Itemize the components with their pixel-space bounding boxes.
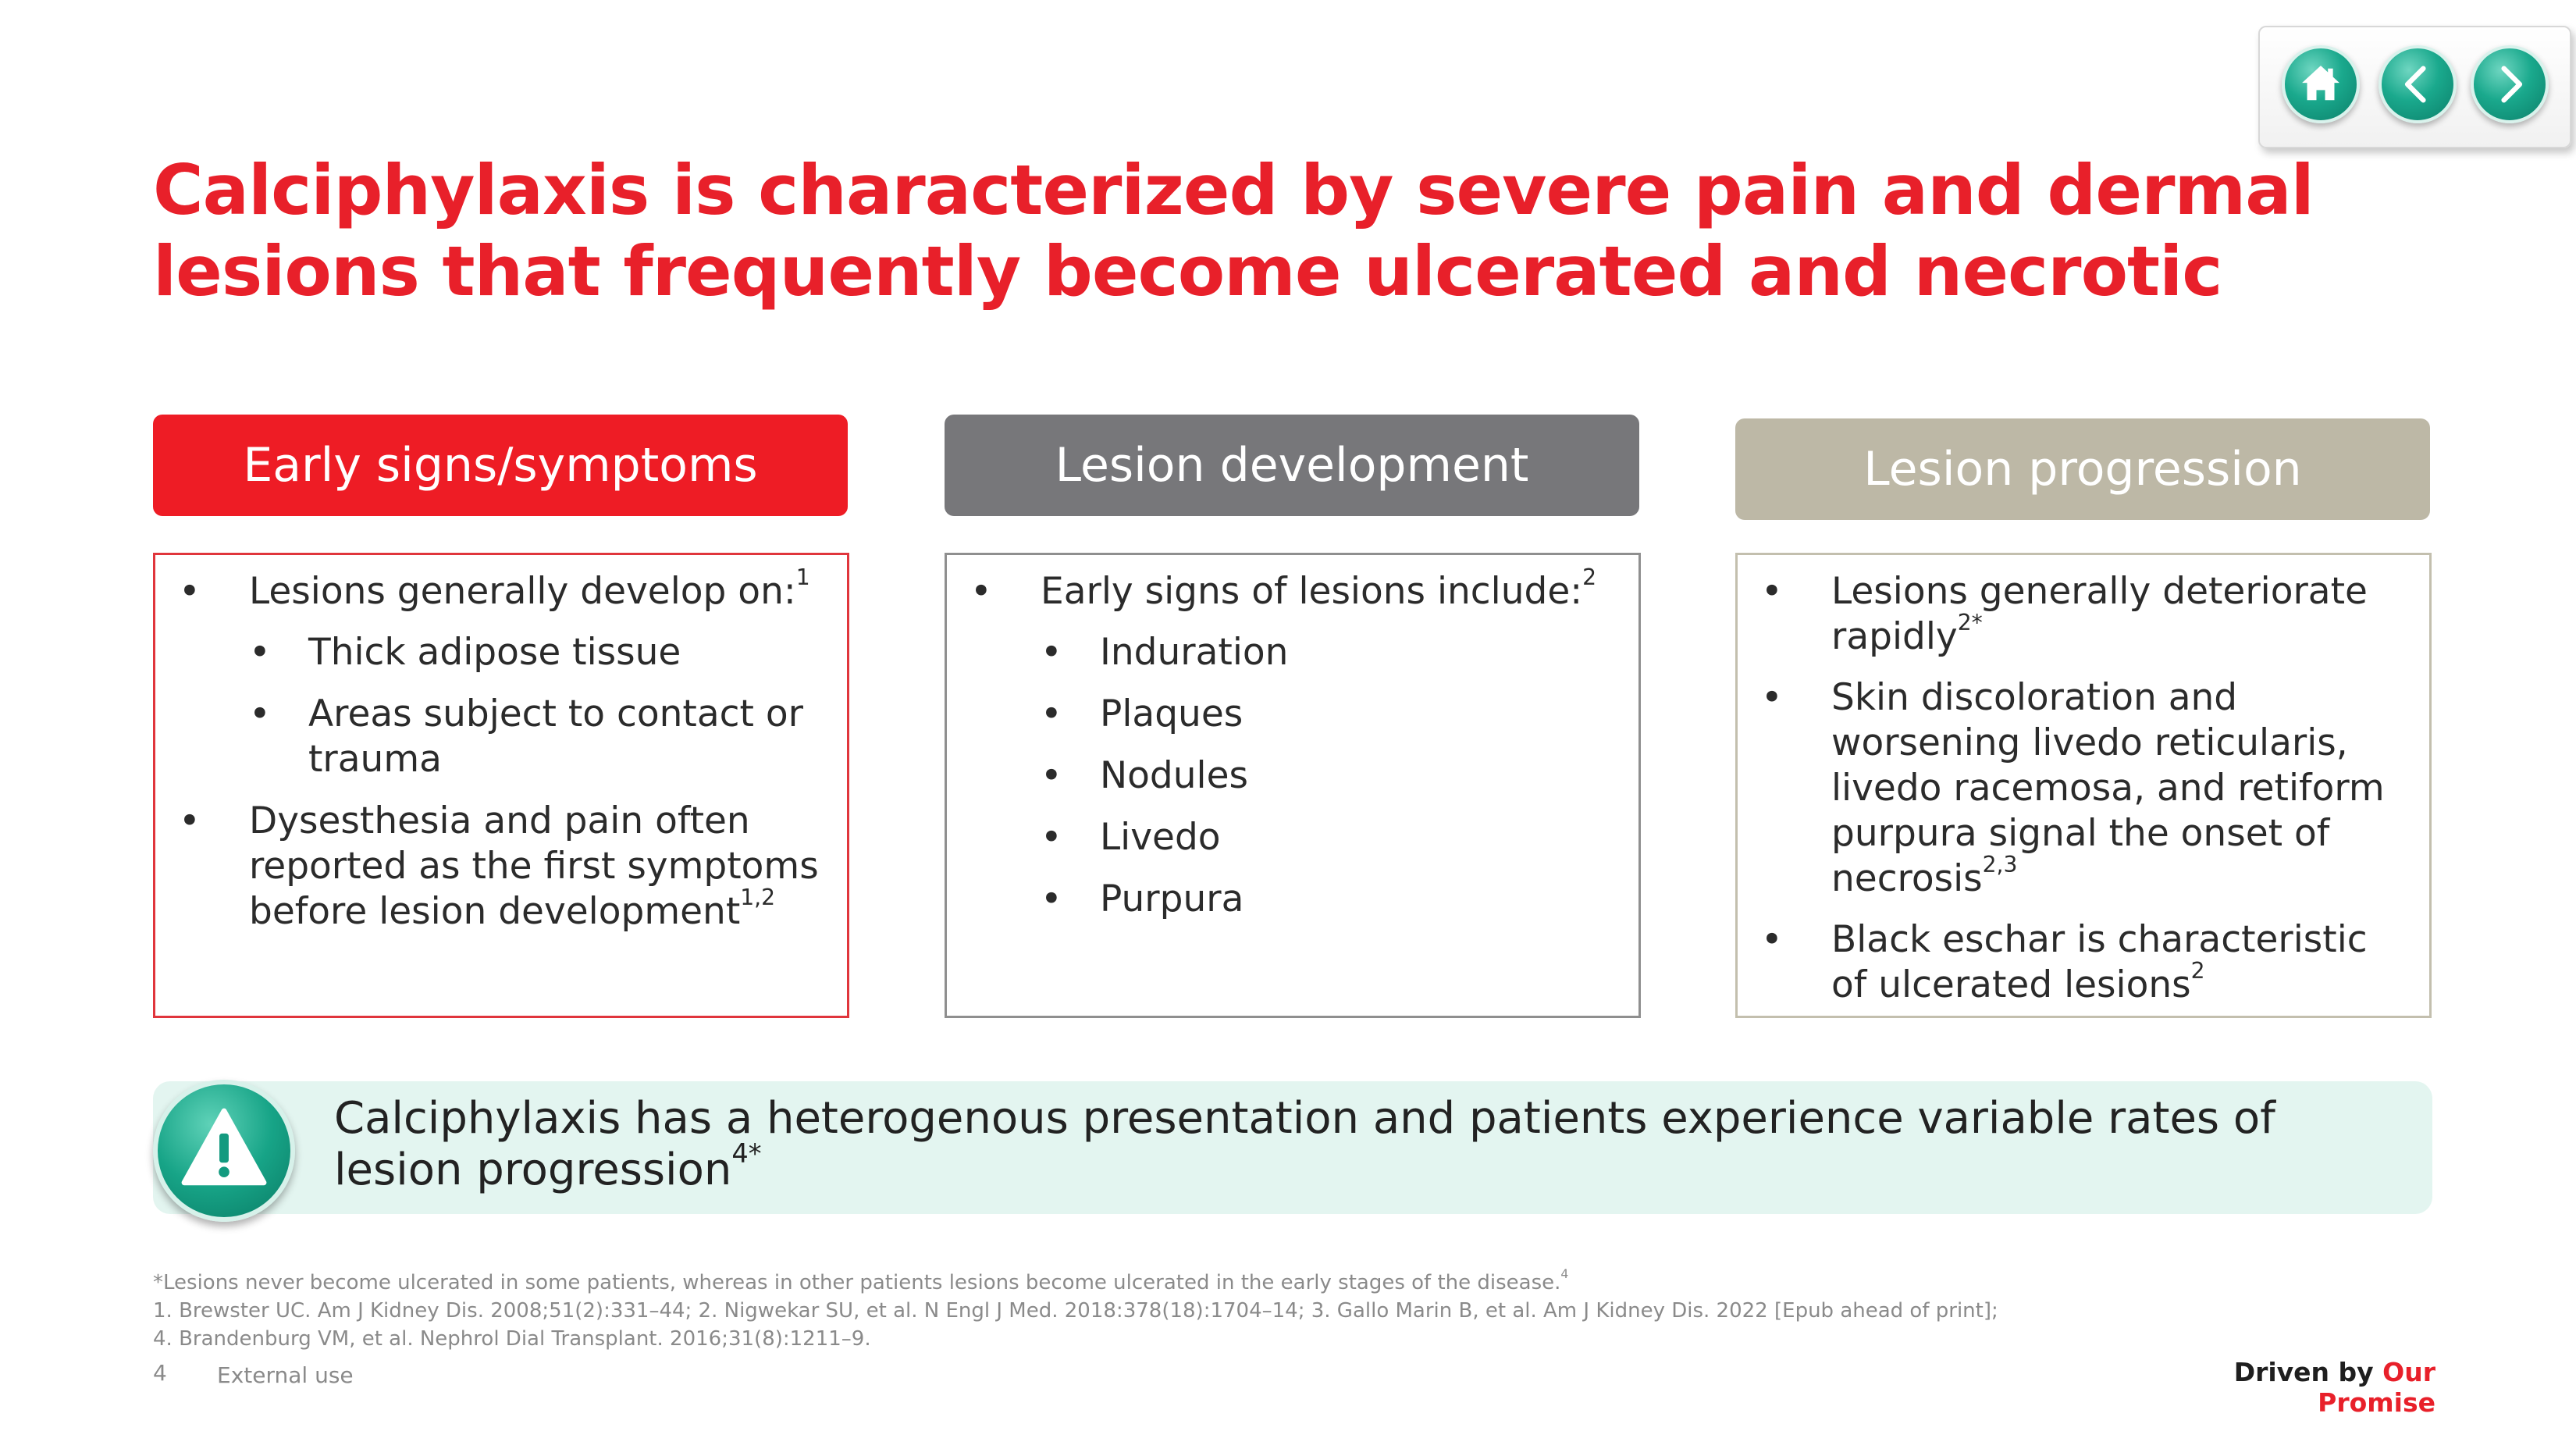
- list-item-text: Lesions generally deteriorate rapidly: [1831, 570, 2368, 658]
- list-item-text: Black eschar is characteristic of ulcerated lesions: [1831, 918, 2368, 1006]
- bullet-list: [962, 564, 1623, 922]
- list-item: [171, 799, 831, 935]
- warning-triangle-icon: [158, 1084, 290, 1217]
- callout-text-body: Calciphylaxis has a heterogenous presentation and patients experience variable rates of lesion progression: [334, 1093, 2275, 1195]
- page-title-line-2: lesions that frequently become ulcerated and necrotic: [153, 231, 2222, 312]
- page-title: [153, 150, 2456, 312]
- list-item-text: Dysesthesia and pain often reported as the first symptoms before lesion development: [249, 799, 819, 933]
- page-number: 4: [153, 1360, 167, 1386]
- list-item-text: Skin discoloration and worsening livedo reticularis, livedo racemosa, and retiform purpura signal the onset of necrosis: [1831, 676, 2385, 900]
- footnotes: [153, 1269, 2261, 1353]
- page-title-line-1: Calciphylaxis is characterized by severe pain and dermal: [153, 150, 2314, 230]
- bullet-list: [171, 564, 831, 935]
- list-item: [171, 564, 831, 782]
- chevron-left-icon: [2382, 48, 2453, 120]
- reference-mark: 2: [1582, 564, 1597, 591]
- list-item-text: Early signs of lesions include:: [1041, 570, 1583, 613]
- list-item: [1753, 917, 2414, 1008]
- reference-mark: 2*: [1957, 610, 1983, 636]
- bullet-list: [1753, 569, 2414, 1008]
- nav-panel: [2258, 26, 2571, 148]
- sub-list-item: • Areas subject to contact or trauma: [249, 692, 831, 782]
- home-button[interactable]: [2282, 45, 2360, 123]
- chevron-right-icon: [2474, 48, 2546, 120]
- column-header-early-signs: Early signs/symptoms: [153, 415, 848, 516]
- list-item-text: Lesions generally develop on:: [249, 570, 796, 613]
- sub-list-item: • Livedo: [1041, 815, 1623, 860]
- callout-text: [334, 1093, 2395, 1196]
- brand-prefix: Driven by: [2233, 1357, 2383, 1387]
- sub-list-item: • Plaques: [1041, 692, 1623, 737]
- home-icon: [2285, 48, 2357, 120]
- sub-bullet-list: [1041, 630, 1623, 922]
- back-button[interactable]: [2379, 45, 2457, 123]
- column-header-lesion-progression: Lesion progression: [1735, 418, 2430, 520]
- reference-mark: 2: [2190, 958, 2205, 984]
- sub-list-item: • Thick adipose tissue: [249, 630, 831, 675]
- sub-bullet-list: [249, 630, 831, 782]
- column-header-lesion-development: Lesion development: [945, 415, 1639, 516]
- reference-mark: 1,2: [740, 885, 776, 911]
- warning-icon: [153, 1080, 295, 1222]
- reference-mark: 1: [795, 564, 810, 591]
- column-box-lesion-progression: [1735, 553, 2432, 1018]
- brand-tagline: [2108, 1357, 2435, 1418]
- next-button[interactable]: [2471, 45, 2549, 123]
- reference-mark: 4: [1560, 1267, 1569, 1282]
- reference-mark: 2,3: [1982, 852, 2018, 878]
- reference-mark: 4*: [731, 1137, 762, 1169]
- list-item: [962, 564, 1623, 922]
- list-item: [1753, 675, 2414, 902]
- sub-list-item: • Purpura: [1041, 877, 1623, 922]
- sub-list-item: • Nodules: [1041, 753, 1623, 799]
- column-box-early-signs: [153, 553, 849, 1018]
- external-use-label: External use: [217, 1362, 354, 1388]
- sub-list-item: • Induration: [1041, 630, 1623, 675]
- footnote-references-1: 1. Brewster UC. Am J Kidney Dis. 2008;51(2):331–44; 2. Nigwekar SU, et al. N Engl J Med. 2018:378(18):1704–14; 3. Gallo Marin B, et al. Am J Kidney Dis. 2022 [Epub ahead of print];: [153, 1299, 1998, 1323]
- footnote-note: [153, 1269, 2261, 1297]
- brand-accent: Our Promise: [2318, 1357, 2435, 1418]
- list-item: [1753, 569, 2414, 660]
- footnote-references-2: 4. Brandenburg VM, et al. Nephrol Dial Transplant. 2016;31(8):1211–9.: [153, 1327, 871, 1351]
- column-box-lesion-development: [945, 553, 1641, 1018]
- footnote-note-text: *Lesions never become ulcerated in some patients, whereas in other patients lesions become ulcerated in the early stages of the disease.: [153, 1271, 1561, 1294]
